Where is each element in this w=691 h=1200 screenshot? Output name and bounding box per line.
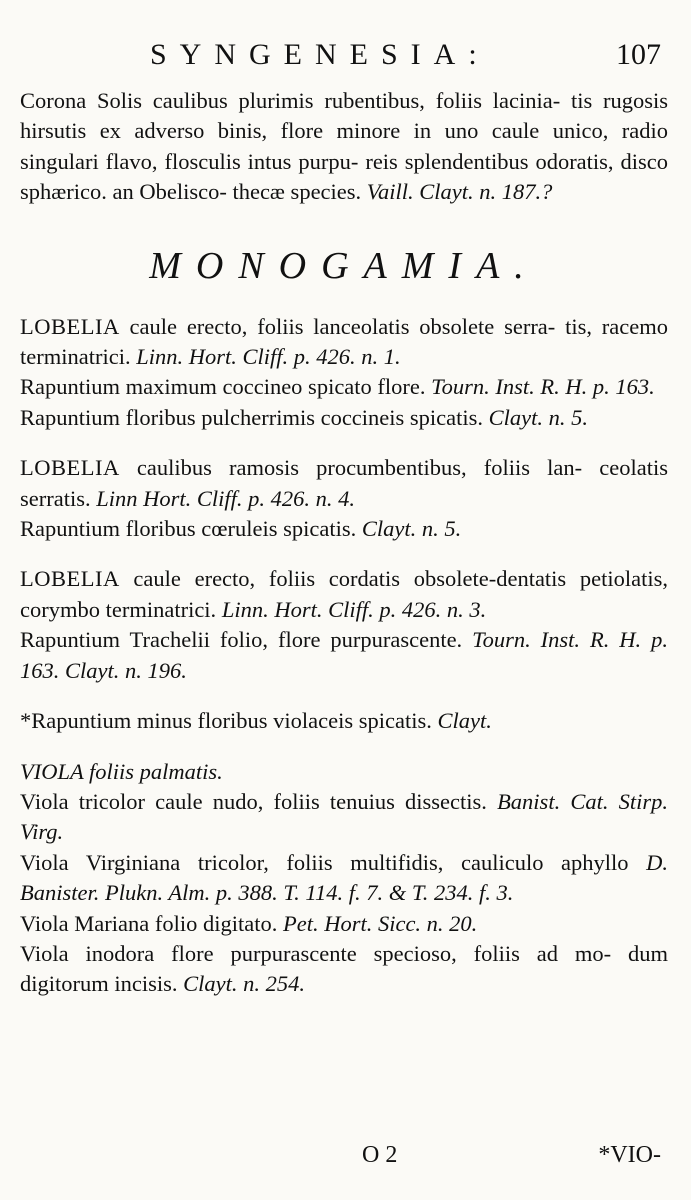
section-title: MONOGAMIA. [149,244,539,287]
page-number: 107 [616,38,661,71]
entry-text: Corona Solis caulibus plurimis rubentibus, foliis lacinia- tis rugosis hirsutis ex adverso binis, flore minore in uno caule unico, radio singulari flavo, flosculis intus purpu- reis splendentibus odoratis, disco sphærico. an Obelisco- thecæ species. [20,88,668,205]
spacer [20,544,668,564]
entry-viola-4 [20,939,668,1000]
entry-reference: Pet. Hort. Sicc. n. 20. [282,910,478,936]
genus-name: VIOLA [20,758,84,784]
entry-rapuntium-4 [20,625,668,686]
entry-text: *Rapuntium minus floribus violaceis spicatis. [20,708,432,734]
entry-reference: Banist. Cat. Stirp. Virg. [20,788,668,845]
entry-text: Rapuntium Trachelii folio, flore purpurascente. [20,627,463,653]
entry-viola-3 [20,909,668,939]
entry-rapuntium-3 [20,514,668,544]
entry-reference: Linn Hort. Cliff. p. 426. n. 4. [96,485,356,511]
entry-text: Viola Mariana folio digitato. [20,910,278,936]
entry-text: Rapuntium floribus cœruleis spicatis. [20,516,357,542]
entry-rapuntium-2 [20,403,668,433]
entry-viola-2 [20,848,668,909]
entry-text: Viola tricolor caule nudo, foliis tenuius dissectis. [20,788,487,814]
entry-lobelia-3 [20,564,668,625]
spacer [20,737,668,757]
entry-text: Viola inodora flore purpurascente specioso, foliis ad mo- dum digitorum incisis. [20,940,668,997]
catchword: *VIO- [598,1142,661,1168]
genus-name: LOBELIA [20,313,120,339]
signature-mark: O 2 [362,1142,398,1168]
entry-text: Viola Virginiana tricolor, foliis multifidis, cauliculo aphyllo [20,849,629,875]
entry-reference: Tourn. Inst. R. H. p. 163. Clayt. n. 196. [20,627,668,683]
running-head: SYNGENESIA: [150,38,490,71]
entry-text: foliis palmatis. [83,758,223,784]
entry-rapuntium-5 [20,706,668,736]
entry-text: Rapuntium floribus pulcherrimis coccineis spicatis. [20,404,484,430]
entry-text: caule erecto, foliis lanceolatis obsolete serra- tis, racemo terminatrici. [20,313,668,370]
entry-viola-heading [20,757,668,787]
page-footer [0,1138,691,1178]
entry-reference: Linn. Hort. Cliff. p. 426. n. 1. [136,344,401,370]
entry-reference: D. Banister. Plukn. Alm. p. 388. T. 114. f. 7. & T. 234. f. 3. [20,849,668,906]
spacer [20,686,668,706]
entry-lobelia-1 [20,312,668,373]
spacer [20,433,668,453]
entry-reference: Clayt. n. 5. [488,404,589,430]
entry-viola-1 [20,787,668,848]
entry-reference: Tourn. Inst. R. H. p. 163. [431,374,655,400]
page-body [20,86,668,1000]
entry-rapuntium-1 [20,372,668,402]
entry-corona-solis [20,86,668,208]
entry-text: caulibus ramosis procumbentibus, foliis lan- ceolatis serratis. [20,455,668,511]
entry-reference: Clayt. [437,708,492,734]
entry-reference: Linn. Hort. Cliff. p. 426. n. 3. [221,596,487,622]
entry-text: caule erecto, foliis cordatis obsolete-dentatis petiolatis, corymbo terminatrici. [20,566,668,622]
page-header [0,30,691,80]
entry-text: Rapuntium maximum coccineo spicato flore. [20,374,426,400]
entry-reference: Clayt. n. 5. [361,516,462,542]
entry-reference: Vaill. Clayt. n. 187.? [366,179,553,205]
genus-name: LOBELIA [20,566,120,592]
entry-lobelia-2 [20,453,668,514]
genus-name: LOBELIA [20,455,120,481]
entry-reference: Clayt. n. 254. [183,971,305,997]
